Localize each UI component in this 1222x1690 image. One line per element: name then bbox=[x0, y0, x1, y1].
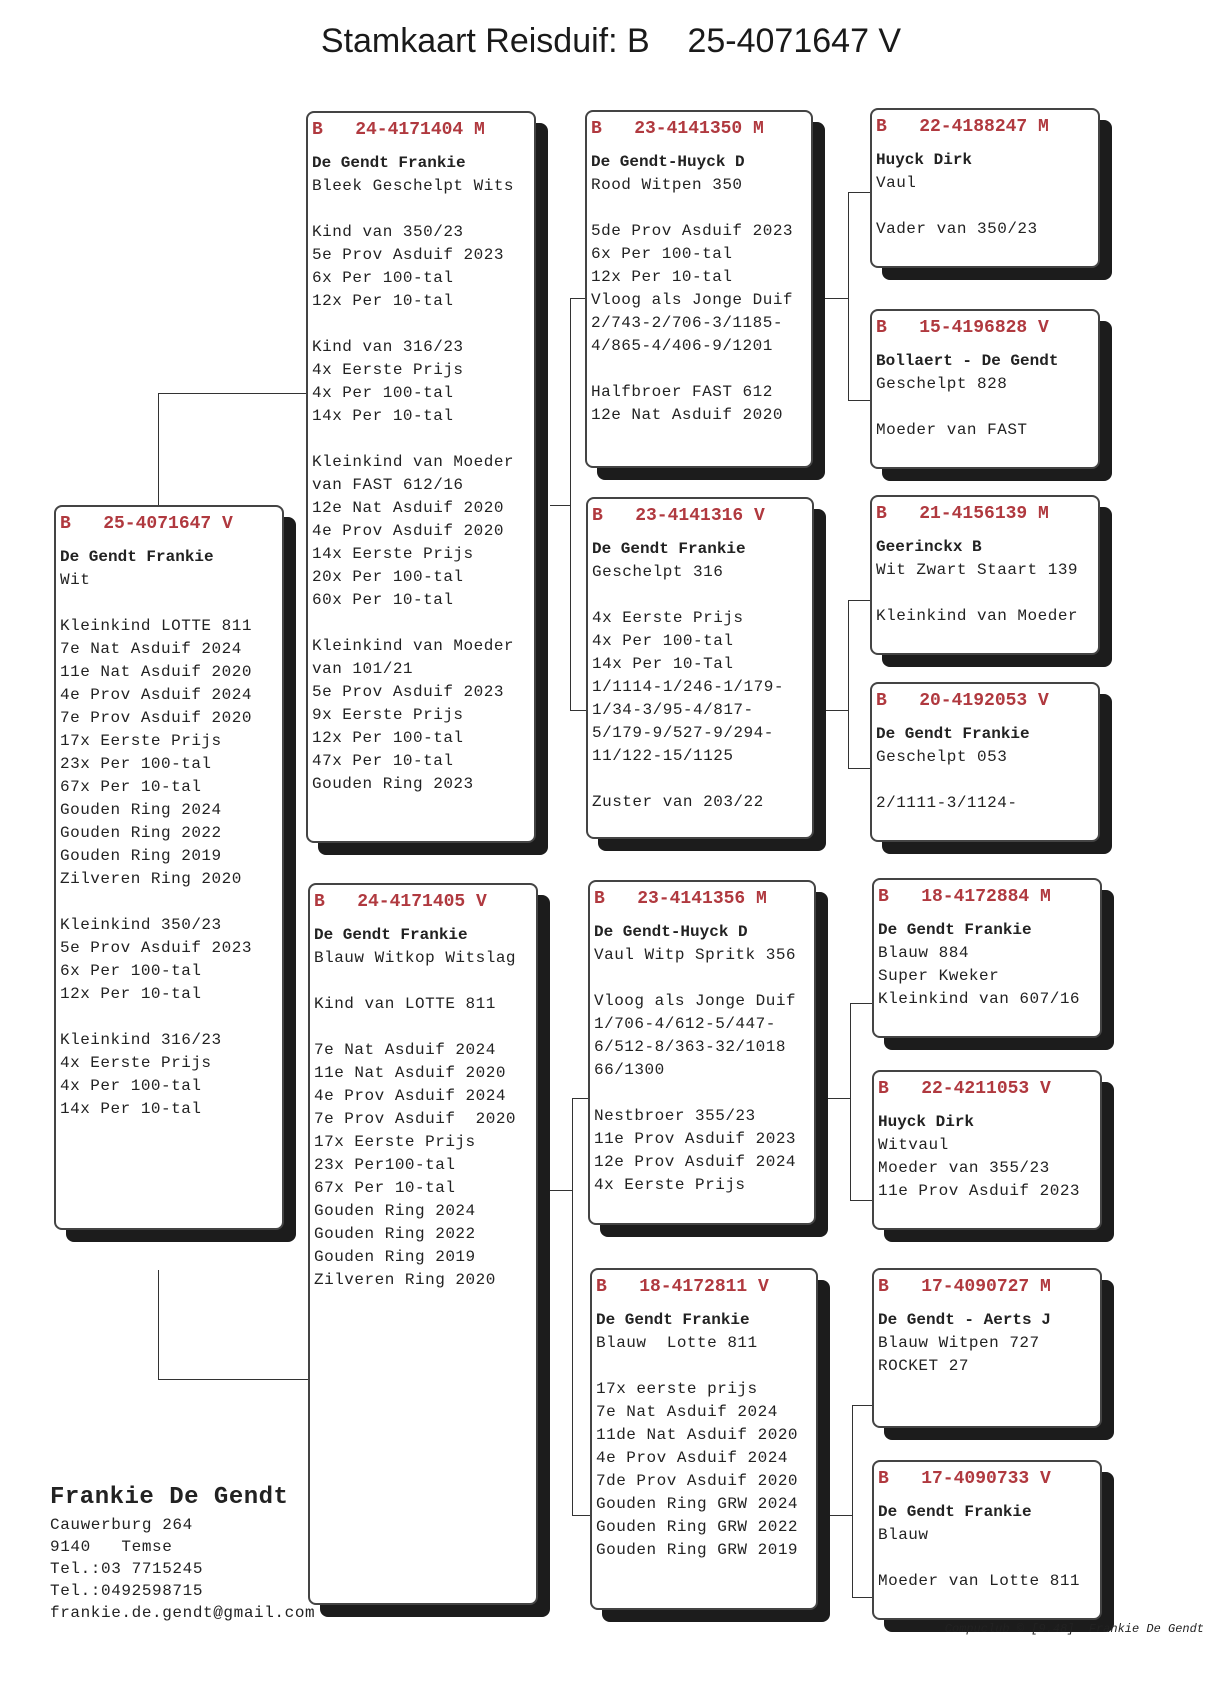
info-line: 4x Eerste Prijs bbox=[60, 1054, 212, 1072]
info-line: Kind van 350/23 bbox=[312, 223, 464, 241]
info-line bbox=[876, 195, 1094, 218]
ring-number: B 21-4156139 M bbox=[876, 504, 1049, 524]
breeder-email: frankie.de.gendt@gmail.com bbox=[50, 1604, 316, 1622]
info-line bbox=[876, 582, 1094, 605]
pedigree-card-dam-sire bbox=[588, 880, 816, 1225]
pedigree-card-dds bbox=[872, 1268, 1102, 1428]
owner-name: De Gendt Frankie bbox=[60, 548, 214, 566]
info-line bbox=[592, 768, 808, 791]
info-line bbox=[876, 396, 1094, 419]
connector bbox=[550, 505, 570, 506]
info-line: 12x Per 10-tal bbox=[312, 292, 454, 310]
info-line: 14x Per 10-Tal bbox=[592, 655, 734, 673]
info-line: ROCKET 27 bbox=[878, 1357, 969, 1375]
info-line: Kleinkind LOTTE 811 bbox=[60, 617, 252, 635]
pedigree-card-dam bbox=[308, 883, 538, 1605]
ring-number: B 22-4188247 M bbox=[876, 117, 1049, 137]
info-line: Wit bbox=[60, 571, 91, 589]
info-line: 14x Eerste Prijs bbox=[312, 545, 474, 563]
info-line: 60x Per 10-tal bbox=[312, 591, 454, 609]
owner-name: De Gendt Frankie bbox=[878, 921, 1032, 939]
breeder-mobile: Tel.:0492598715 bbox=[50, 1582, 204, 1600]
info-line: Super Kweker bbox=[878, 967, 1000, 985]
info-line: 9x Eerste Prijs bbox=[312, 706, 464, 724]
info-line: Gouden Ring 2022 bbox=[60, 824, 222, 842]
connector bbox=[812, 298, 848, 299]
info-line: 17x Eerste Prijs bbox=[314, 1133, 476, 1151]
info-line: 12e Nat Asduif 2020 bbox=[591, 406, 783, 424]
info-line: Vloog als Jonge Duif bbox=[591, 291, 794, 309]
connector bbox=[158, 1379, 310, 1380]
info-line: Blauw 884 bbox=[878, 944, 969, 962]
info-line: Kleinkind 350/23 bbox=[60, 916, 222, 934]
owner-name: Geerinckx B bbox=[876, 538, 982, 556]
connector bbox=[572, 1098, 573, 1515]
connector bbox=[550, 1190, 572, 1191]
info-line bbox=[591, 358, 807, 381]
info-line: Zilveren Ring 2020 bbox=[60, 870, 242, 888]
info-line: Blauw Witpen 727 bbox=[878, 1334, 1040, 1352]
info-line bbox=[312, 428, 530, 451]
pedigree-card-sire bbox=[306, 111, 536, 843]
connector bbox=[852, 1405, 853, 1597]
info-line: Geschelpt 828 bbox=[876, 375, 1008, 393]
breeder-phone: Tel.:03 7715245 bbox=[50, 1560, 204, 1578]
owner-name: Bollaert - De Gendt bbox=[876, 352, 1059, 370]
info-line: Kind van 316/23 bbox=[312, 338, 464, 356]
connector bbox=[848, 600, 872, 601]
info-line: 11de Nat Asduif 2020 bbox=[596, 1426, 799, 1444]
pedigree-card-sire-dam bbox=[586, 497, 814, 839]
ring-number: B 24-4171405 V bbox=[314, 892, 487, 912]
connector bbox=[812, 710, 848, 711]
info-line: Zuster van 203/22 bbox=[592, 793, 764, 811]
info-line: Moeder van Lotte 811 bbox=[878, 1572, 1081, 1590]
ring-number: B 18-4172884 M bbox=[878, 887, 1051, 907]
info-line bbox=[312, 198, 530, 221]
connector bbox=[570, 298, 571, 710]
pedigree-card-ssd bbox=[870, 309, 1100, 469]
info-line: 2/1111-3/1124- bbox=[876, 794, 1018, 812]
breeder-city: 9140 Temse bbox=[50, 1538, 173, 1556]
breeder-info bbox=[50, 1482, 315, 1624]
ring-number: B 18-4172811 V bbox=[596, 1277, 769, 1297]
info-line: Rood Witpen 350 bbox=[591, 176, 743, 194]
breeder-address: Cauwerburg 264 bbox=[50, 1516, 193, 1534]
info-line: Nestbroer 355/23 bbox=[594, 1107, 756, 1125]
footer-credit: Compuclub © [9.48] Frankie De Gendt bbox=[944, 1622, 1204, 1636]
info-line: 5/179-9/527-9/294- bbox=[592, 724, 774, 742]
info-line: Blauw Lotte 811 bbox=[596, 1334, 758, 1352]
info-line: 23x Per100-tal bbox=[314, 1156, 456, 1174]
page-title: Stamkaart Reisduif: B 25-4071647 V bbox=[320, 22, 902, 60]
info-line: Kind van LOTTE 811 bbox=[314, 995, 496, 1013]
info-line: Gouden Ring 2024 bbox=[60, 801, 222, 819]
info-line: 5e Prov Asduif 2023 bbox=[312, 683, 504, 701]
connector bbox=[852, 1597, 874, 1598]
info-line: 20x Per 100-tal bbox=[312, 568, 464, 586]
info-line bbox=[314, 1016, 532, 1039]
connector bbox=[852, 1405, 874, 1406]
info-line bbox=[596, 1355, 812, 1378]
info-line: Blauw Witkop Witslag bbox=[314, 949, 517, 967]
owner-name: De Gendt - Aerts J bbox=[878, 1311, 1051, 1329]
info-line: 4e Prov Asduif 2024 bbox=[596, 1449, 788, 1467]
info-line bbox=[314, 970, 532, 993]
info-line: Blauw bbox=[878, 1526, 929, 1544]
info-line: 11/122-15/1125 bbox=[592, 747, 734, 765]
info-line: Gouden Ring 2022 bbox=[314, 1225, 476, 1243]
info-line: Geschelpt 053 bbox=[876, 748, 1008, 766]
ring-number: B 25-4071647 V bbox=[60, 514, 233, 534]
info-line: 4/865-4/406-9/1201 bbox=[591, 337, 773, 355]
info-line: 11e Prov Asduif 2023 bbox=[878, 1182, 1081, 1200]
owner-name: De Gendt Frankie bbox=[314, 926, 468, 944]
info-line: 7e Prov Asduif 2020 bbox=[314, 1110, 517, 1128]
info-line: 4e Prov Asduif 2024 bbox=[314, 1087, 506, 1105]
owner-name: De Gendt Frankie bbox=[876, 725, 1030, 743]
info-line: 1/706-4/612-5/447- bbox=[594, 1015, 776, 1033]
info-line: Gouden Ring 2019 bbox=[314, 1248, 476, 1266]
info-line bbox=[594, 967, 810, 990]
connector bbox=[848, 600, 849, 768]
connector bbox=[158, 393, 308, 394]
ring-number: B 23-4141316 V bbox=[592, 506, 765, 526]
info-line bbox=[878, 1547, 1096, 1570]
info-line: 12x Per 10-tal bbox=[591, 268, 733, 286]
ring-number: B 20-4192053 V bbox=[876, 691, 1049, 711]
info-line bbox=[312, 612, 530, 635]
ring-number: B 17-4090727 M bbox=[878, 1277, 1051, 1297]
info-line: Kleinkind van Moeder bbox=[876, 607, 1079, 625]
info-line: 1/34-3/95-4/817- bbox=[592, 701, 754, 719]
info-line: 11e Prov Asduif 2023 bbox=[594, 1130, 797, 1148]
info-line: 7e Nat Asduif 2024 bbox=[60, 640, 242, 658]
info-line: 14x Per 10-tal bbox=[60, 1100, 202, 1118]
info-line bbox=[60, 891, 278, 914]
info-line: 4x Per 100-tal bbox=[60, 1077, 202, 1095]
info-line: Halfbroer FAST 612 bbox=[591, 383, 773, 401]
info-line: Gouden Ring GRW 2022 bbox=[596, 1518, 799, 1536]
ring-number: B 22-4211053 V bbox=[878, 1079, 1051, 1099]
info-line: 12x Per 10-tal bbox=[60, 985, 202, 1003]
owner-name: De Gendt-Huyck D bbox=[591, 153, 745, 171]
info-line: 67x Per 10-tal bbox=[314, 1179, 456, 1197]
connector bbox=[158, 393, 159, 513]
info-line bbox=[60, 1006, 278, 1029]
connector bbox=[848, 192, 872, 193]
info-line: Gouden Ring 2019 bbox=[60, 847, 222, 865]
info-line: 12e Nat Asduif 2020 bbox=[312, 499, 504, 517]
breeder-name: Frankie De Gendt bbox=[50, 1484, 289, 1511]
connector bbox=[572, 1515, 592, 1516]
info-line: Bleek Geschelpt Wits bbox=[312, 177, 515, 195]
pedigree-card-subject bbox=[54, 505, 284, 1230]
info-line: Gouden Ring GRW 2019 bbox=[596, 1541, 799, 1559]
info-line: Gouden Ring GRW 2024 bbox=[596, 1495, 799, 1513]
info-line bbox=[592, 584, 808, 607]
info-line: Zilveren Ring 2020 bbox=[314, 1271, 496, 1289]
info-line: 5e Prov Asduif 2023 bbox=[60, 939, 252, 957]
pedigree-card-dss bbox=[872, 878, 1102, 1038]
info-line: 11e Nat Asduif 2020 bbox=[60, 663, 252, 681]
info-line: 17x Eerste Prijs bbox=[60, 732, 222, 750]
info-line: Wit Zwart Staart 139 bbox=[876, 561, 1079, 579]
ring-number: B 15-4196828 V bbox=[876, 318, 1049, 338]
owner-name: De Gendt-Huyck D bbox=[594, 923, 748, 941]
info-line: 6x Per 100-tal bbox=[591, 245, 733, 263]
info-line: Kleinkind van 607/16 bbox=[878, 990, 1081, 1008]
info-line: 4e Prov Asduif 2020 bbox=[312, 522, 504, 540]
connector bbox=[158, 1270, 159, 1380]
info-line: Vader van 350/23 bbox=[876, 220, 1038, 238]
pedigree-card-ddd bbox=[872, 1460, 1102, 1620]
info-line: 6x Per 100-tal bbox=[312, 269, 454, 287]
pedigree-card-dam-dam bbox=[590, 1268, 818, 1610]
info-line bbox=[876, 769, 1094, 792]
connector bbox=[850, 1003, 874, 1004]
info-line: Vaul Witp Spritk 356 bbox=[594, 946, 797, 964]
ring-number: B 17-4090733 V bbox=[878, 1469, 1051, 1489]
info-line: 12x Per 100-tal bbox=[312, 729, 464, 747]
connector bbox=[848, 192, 849, 400]
connector bbox=[850, 1200, 874, 1201]
info-line: 47x Per 10-tal bbox=[312, 752, 454, 770]
info-line: 6x Per 100-tal bbox=[60, 962, 202, 980]
info-line: van FAST 612/16 bbox=[312, 476, 464, 494]
info-line: 23x Per 100-tal bbox=[60, 755, 212, 773]
info-line: Witvaul bbox=[878, 1136, 949, 1154]
pedigree-card-sds bbox=[870, 495, 1100, 655]
info-line bbox=[312, 313, 530, 336]
info-line: Vloog als Jonge Duif bbox=[594, 992, 797, 1010]
owner-name: Huyck Dirk bbox=[878, 1113, 975, 1131]
info-line: Moeder van 355/23 bbox=[878, 1159, 1050, 1177]
info-line: Gouden Ring 2023 bbox=[312, 775, 474, 793]
info-line: 12e Prov Asduif 2024 bbox=[594, 1153, 797, 1171]
connector bbox=[814, 1098, 850, 1099]
info-line: 66/1300 bbox=[594, 1061, 665, 1079]
info-line: 4x Eerste Prijs bbox=[592, 609, 744, 627]
info-line: 5de Prov Asduif 2023 bbox=[591, 222, 794, 240]
info-line: Geschelpt 316 bbox=[592, 563, 724, 581]
info-line bbox=[60, 592, 278, 615]
info-line: 7de Prov Asduif 2020 bbox=[596, 1472, 799, 1490]
info-line: 4x Eerste Prijs bbox=[594, 1176, 746, 1194]
info-line: Moeder van FAST bbox=[876, 421, 1028, 439]
info-line: Kleinkind 316/23 bbox=[60, 1031, 222, 1049]
info-line: 7e Nat Asduif 2024 bbox=[596, 1403, 778, 1421]
info-line: van 101/21 bbox=[312, 660, 414, 678]
ring-number: B 23-4141350 M bbox=[591, 119, 764, 139]
info-line: 6/512-8/363-32/1018 bbox=[594, 1038, 786, 1056]
info-line: 17x eerste prijs bbox=[596, 1380, 758, 1398]
info-line: 4x Per 100-tal bbox=[592, 632, 734, 650]
info-line bbox=[594, 1082, 810, 1105]
pedigree-card-sdd bbox=[870, 682, 1100, 842]
info-line: 67x Per 10-tal bbox=[60, 778, 202, 796]
owner-name: De Gendt Frankie bbox=[878, 1503, 1032, 1521]
owner-name: Huyck Dirk bbox=[876, 151, 973, 169]
connector bbox=[848, 768, 872, 769]
info-line: Kleinkind van Moeder bbox=[312, 637, 515, 655]
connector bbox=[816, 1515, 852, 1516]
owner-name: De Gendt Frankie bbox=[312, 154, 466, 172]
connector bbox=[850, 1003, 851, 1200]
pedigree-card-dsd bbox=[872, 1070, 1102, 1230]
info-line: 11e Nat Asduif 2020 bbox=[314, 1064, 506, 1082]
ring-number: B 24-4171404 M bbox=[312, 120, 485, 140]
info-line: 7e Prov Asduif 2020 bbox=[60, 709, 252, 727]
info-line: 4x Eerste Prijs bbox=[312, 361, 464, 379]
owner-name: De Gendt Frankie bbox=[596, 1311, 750, 1329]
pedigree-card-sire-sire bbox=[585, 110, 813, 468]
info-line: 7e Nat Asduif 2024 bbox=[314, 1041, 496, 1059]
info-line: 1/1114-1/246-1/179- bbox=[592, 678, 784, 696]
info-line: Kleinkind van Moeder bbox=[312, 453, 515, 471]
info-line: 14x Per 10-tal bbox=[312, 407, 454, 425]
info-line bbox=[591, 197, 807, 220]
connector bbox=[848, 400, 872, 401]
info-line: 5e Prov Asduif 2023 bbox=[312, 246, 504, 264]
owner-name: De Gendt Frankie bbox=[592, 540, 746, 558]
info-line: Gouden Ring 2024 bbox=[314, 1202, 476, 1220]
info-line: 2/743-2/706-3/1185- bbox=[591, 314, 783, 332]
pedigree-card-sss bbox=[870, 108, 1100, 268]
info-line: 4e Prov Asduif 2024 bbox=[60, 686, 252, 704]
info-line: Vaul bbox=[876, 174, 917, 192]
info-line: 4x Per 100-tal bbox=[312, 384, 454, 402]
ring-number: B 23-4141356 M bbox=[594, 889, 767, 909]
